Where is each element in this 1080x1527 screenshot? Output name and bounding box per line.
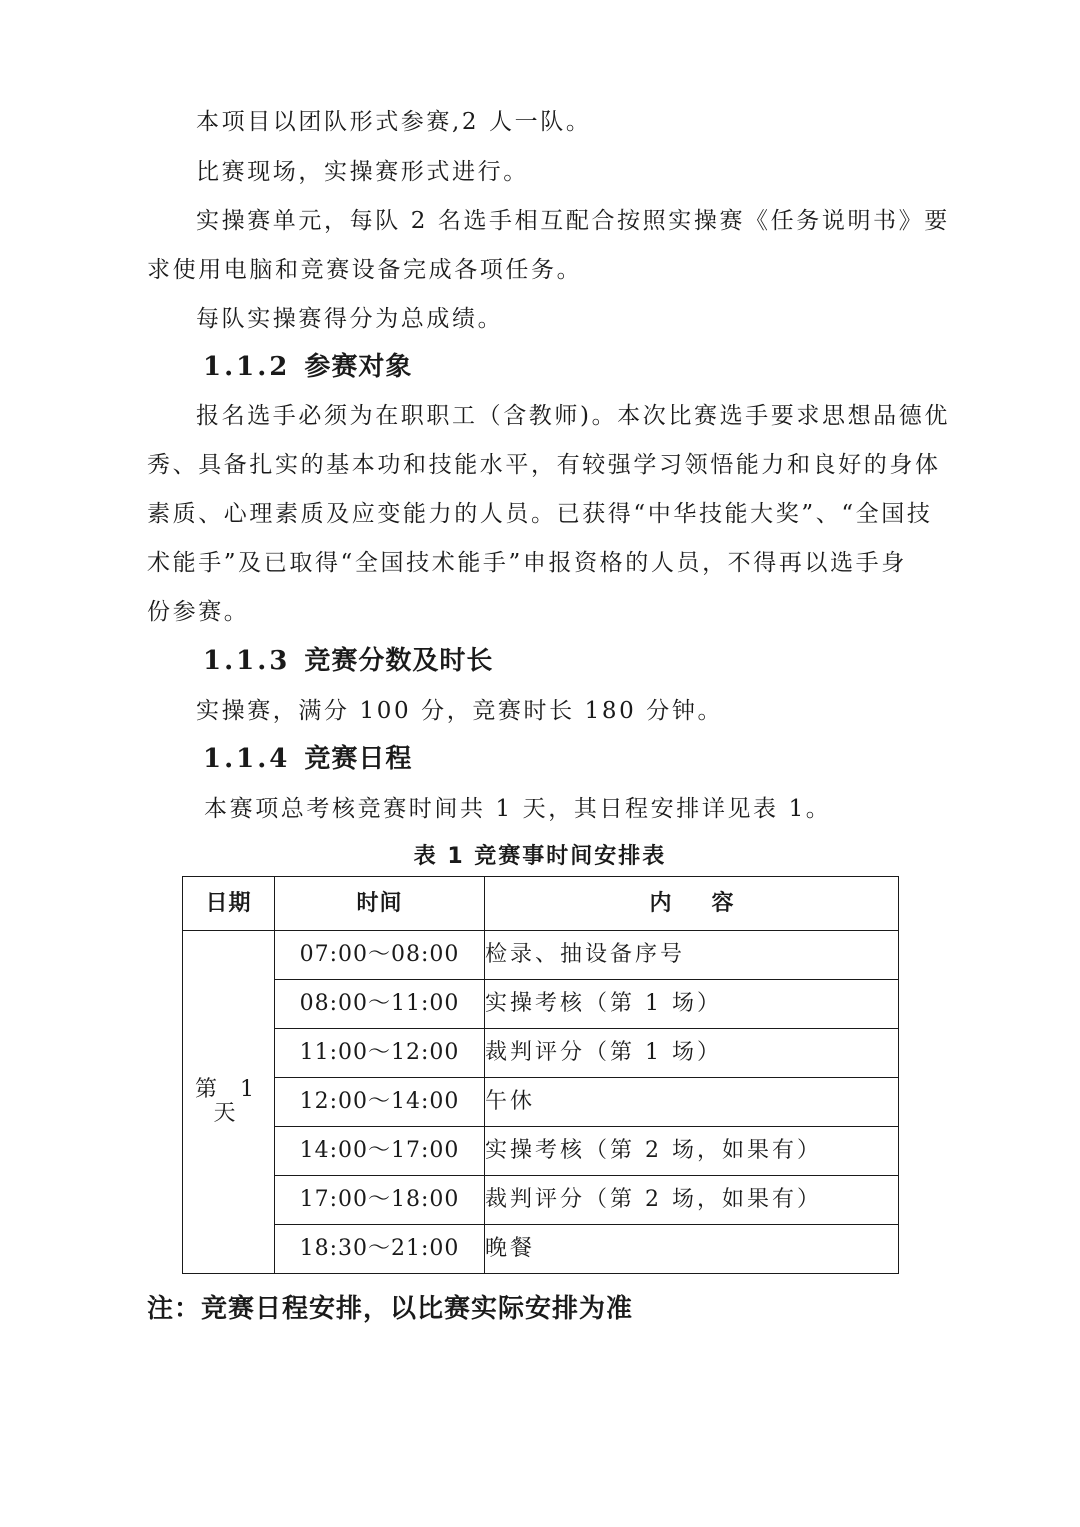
header-time: 时间 xyxy=(275,877,485,931)
section-number: 1.1.2 xyxy=(203,352,291,382)
paragraph-competition-site: 比赛现场，实操赛形式进行。 xyxy=(196,159,529,185)
table-row xyxy=(183,1078,899,1127)
time-cell: 14:00～17:00 xyxy=(275,1127,485,1176)
participants-line-2: 秀、具备扎实的基本功和技能水平，有较强学习领悟能力和良好的身体 xyxy=(147,452,941,478)
section-heading-score-duration xyxy=(203,645,493,677)
paragraph-practical-unit-line2: 求使用电脑和竞赛设备完成各项任务。 xyxy=(147,257,583,283)
day-cell: 第 1 天 xyxy=(183,931,275,1274)
table-row xyxy=(183,1176,899,1225)
time-cell: 18:30～21:00 xyxy=(275,1225,485,1274)
header-date: 日期 xyxy=(183,877,275,931)
score-duration-text: 实操赛，满分 100 分，竞赛时长 180 分钟。 xyxy=(196,698,724,724)
time-cell: 07:00～08:00 xyxy=(275,931,485,980)
content-cell: 裁判评分（第 2 场，如果有） xyxy=(485,1176,899,1225)
paragraph-total-score: 每队实操赛得分为总成绩。 xyxy=(196,306,504,332)
paragraph-practical-unit-line1: 实操赛单元，每队 2 名选手相互配合按照实操赛《任务说明书》要 xyxy=(196,208,950,234)
schedule-table xyxy=(182,876,899,1274)
schedule-note: 注：竞赛日程安排，以比赛实际安排为准 xyxy=(147,1294,634,1324)
time-cell: 08:00～11:00 xyxy=(275,980,485,1029)
section-title: 竞赛分数及时长 xyxy=(304,646,494,676)
content-cell: 实操考核（第 2 场，如果有） xyxy=(485,1127,899,1176)
time-cell: 12:00～14:00 xyxy=(275,1078,485,1127)
section-number: 1.1.3 xyxy=(203,646,291,676)
participants-line-1: 报名选手必须为在职职工（含教师)。本次比赛选手要求思想品德优 xyxy=(196,403,950,429)
table-header-row xyxy=(183,877,899,931)
content-cell: 实操考核（第 1 场） xyxy=(485,980,899,1029)
table-row xyxy=(183,931,899,980)
paragraph-team-format: 本项目以团队形式参赛,2 人一队。 xyxy=(196,109,592,135)
header-content: 内容 xyxy=(485,877,899,931)
time-cell: 11:00～12:00 xyxy=(275,1029,485,1078)
content-cell: 晚餐 xyxy=(485,1225,899,1274)
content-cell: 午休 xyxy=(485,1078,899,1127)
section-title: 竞赛日程 xyxy=(304,744,413,774)
time-cell: 17:00～18:00 xyxy=(275,1176,485,1225)
content-cell: 检录、抽设备序号 xyxy=(485,931,899,980)
table-caption: 表 1 竞赛事时间安排表 xyxy=(413,844,667,869)
table-row xyxy=(183,1029,899,1078)
section-heading-participants xyxy=(203,351,412,383)
participants-line-5: 份参赛。 xyxy=(147,599,250,625)
section-heading-schedule xyxy=(203,743,412,775)
section-number: 1.1.4 xyxy=(203,744,291,774)
table-row xyxy=(183,1127,899,1176)
participants-line-3: 素质、心理素质及应变能力的人员。已获得“中华技能大奖”、“全国技 xyxy=(147,501,933,527)
section-title: 参赛对象 xyxy=(304,352,413,382)
table-row xyxy=(183,1225,899,1274)
table-row xyxy=(183,980,899,1029)
participants-line-4: 术能手”及已取得“全国技术能手”申报资格的人员，不得再以选手身 xyxy=(147,550,907,576)
content-cell: 裁判评分（第 1 场） xyxy=(485,1029,899,1078)
schedule-intro-text: 本赛项总考核竞赛时间共 1 天，其日程安排详见表 1。 xyxy=(204,796,832,822)
